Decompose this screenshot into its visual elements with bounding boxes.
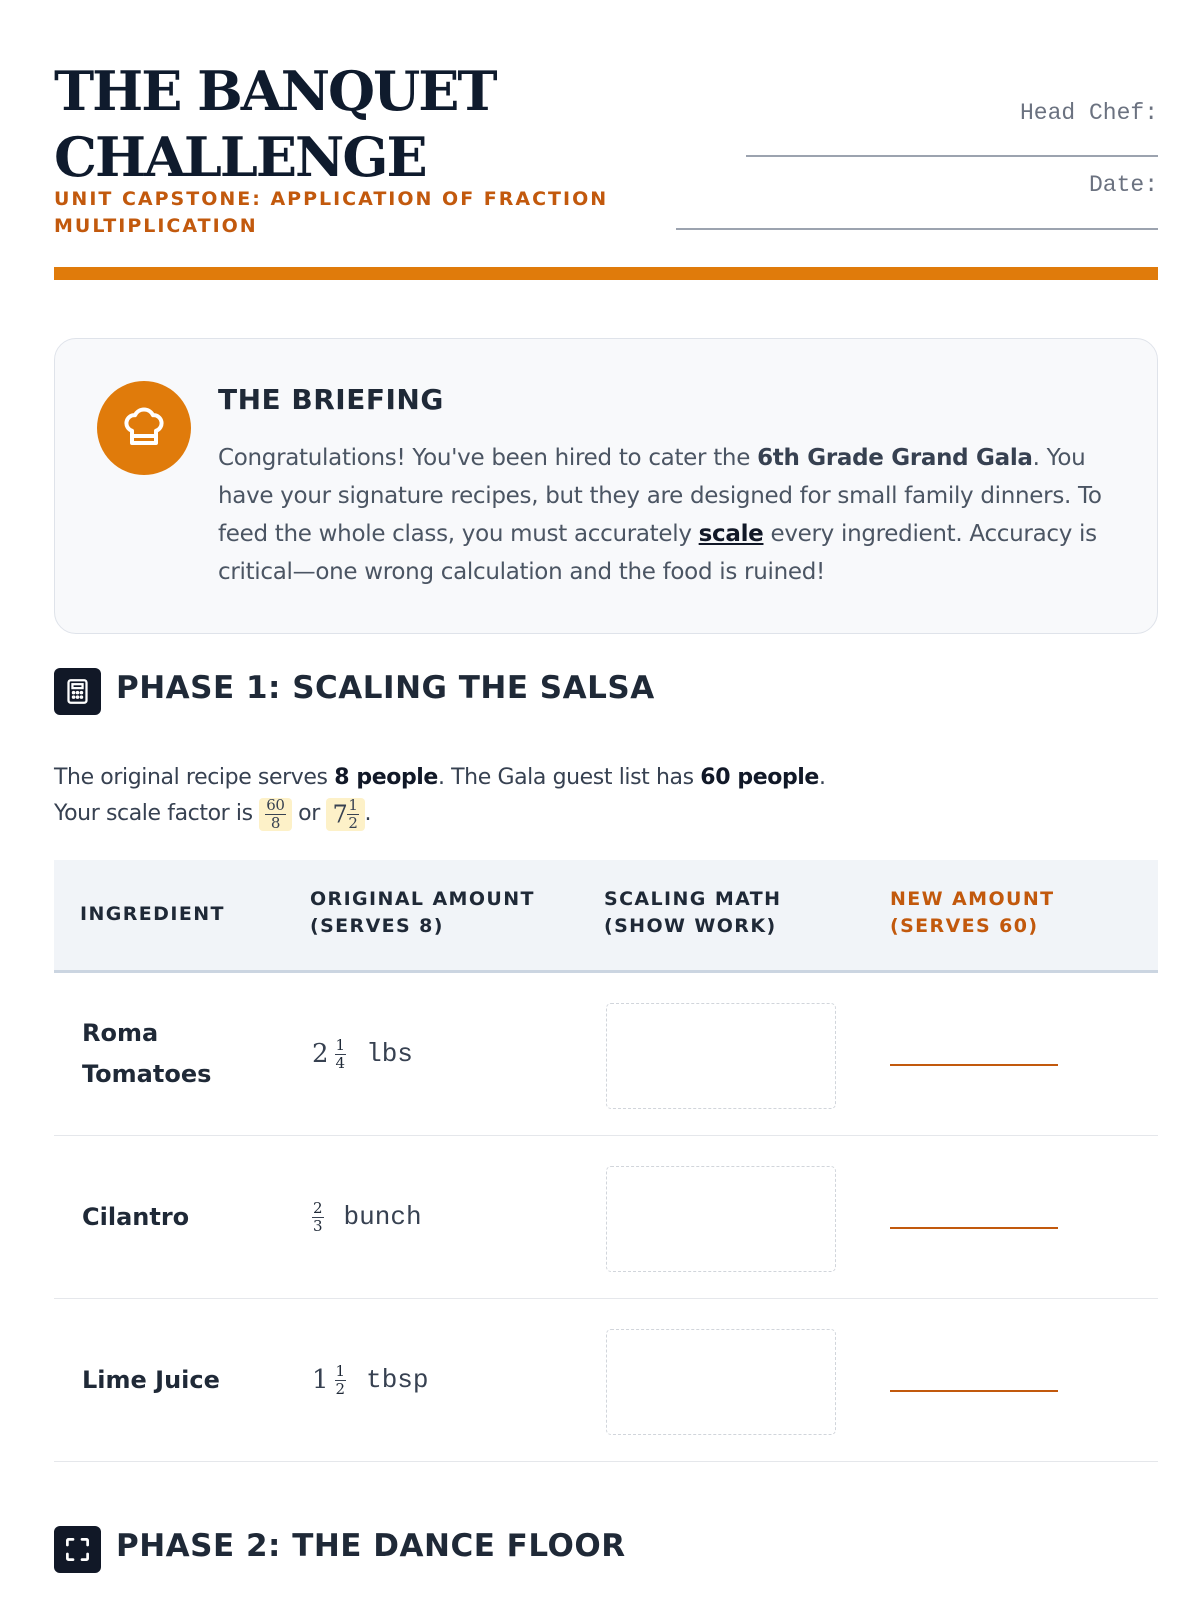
header-divider <box>54 267 1158 280</box>
briefing-text: Congratulations! You've been hired to cater the 6th Grade Grand Gala. You have your signature recipes, but they are designed for small family dinners. To feed the whole class, you must accurately scale every ingredient. Accuracy is critical—one wrong calculation and the food is ruined! <box>218 445 1102 585</box>
column-header-original: ORIGINAL AMOUNT (SERVES 8) <box>310 888 535 937</box>
head-chef-field[interactable] <box>746 155 1158 157</box>
column-header-ingredient: INGREDIENT <box>80 903 225 925</box>
scaling-work-box[interactable] <box>606 1329 836 1435</box>
table-row <box>54 1136 1158 1299</box>
phase-2-title: PHASE 2: THE DANCE FLOOR <box>116 1528 626 1564</box>
column-header-new: NEW AMOUNT (SERVES 60) <box>890 888 1055 937</box>
new-amount-blank[interactable] <box>890 1227 1058 1229</box>
scaling-work-box[interactable] <box>606 1003 836 1109</box>
briefing-card <box>54 338 1158 634</box>
phase-1-title: PHASE 1: SCALING THE SALSA <box>116 670 655 706</box>
scale-keyword: scale <box>698 521 764 547</box>
date-field[interactable] <box>676 228 1158 230</box>
page-title: THE BANQUET CHALLENGE <box>54 59 496 189</box>
ingredient-name: Lime Juice <box>82 1365 220 1394</box>
page-subtitle: UNIT CAPSTONE: APPLICATION OF FRACTION MULTIPLICATION <box>54 188 609 237</box>
dance-floor-icon <box>54 1526 101 1573</box>
original-amount: 1 $\frac{1}{2}$ tbsp <box>312 1361 429 1398</box>
table-header <box>54 860 1158 973</box>
date-label: Date: <box>1088 172 1158 198</box>
phase-1-intro: The original recipe serves 8 people. The Gala guest list has 60 people. Your scale factor is $\frac{60}{8}$ or 7 $\frac{1}{2}$ . <box>54 765 826 832</box>
new-amount-blank[interactable] <box>890 1064 1058 1066</box>
head-chef-label: Head Chef: <box>1019 100 1158 126</box>
new-amount-blank[interactable] <box>890 1390 1058 1392</box>
scaling-work-box[interactable] <box>606 1166 836 1272</box>
briefing-title: THE BRIEFING <box>218 383 444 416</box>
gala-name: 6th Grade Grand Gala <box>757 445 1033 471</box>
chef-hat-icon <box>97 381 191 475</box>
calculator-icon <box>54 668 101 715</box>
table-row <box>54 1299 1158 1462</box>
original-amount: $\frac{2}{3}$ bunch <box>313 1198 422 1235</box>
table-row <box>54 973 1158 1136</box>
scale-factor-mixed: 7 $\frac{1}{2}$ <box>326 798 364 831</box>
scale-factor-fraction: $\frac{60}{8}$ <box>259 798 291 831</box>
ingredient-name: Cilantro <box>82 1202 190 1231</box>
original-amount: 2 $\frac{1}{4}$ lbs <box>312 1035 413 1072</box>
ingredient-name: Roma Tomatoes <box>82 1019 212 1088</box>
column-header-math: SCALING MATH (SHOW WORK) <box>604 888 782 937</box>
